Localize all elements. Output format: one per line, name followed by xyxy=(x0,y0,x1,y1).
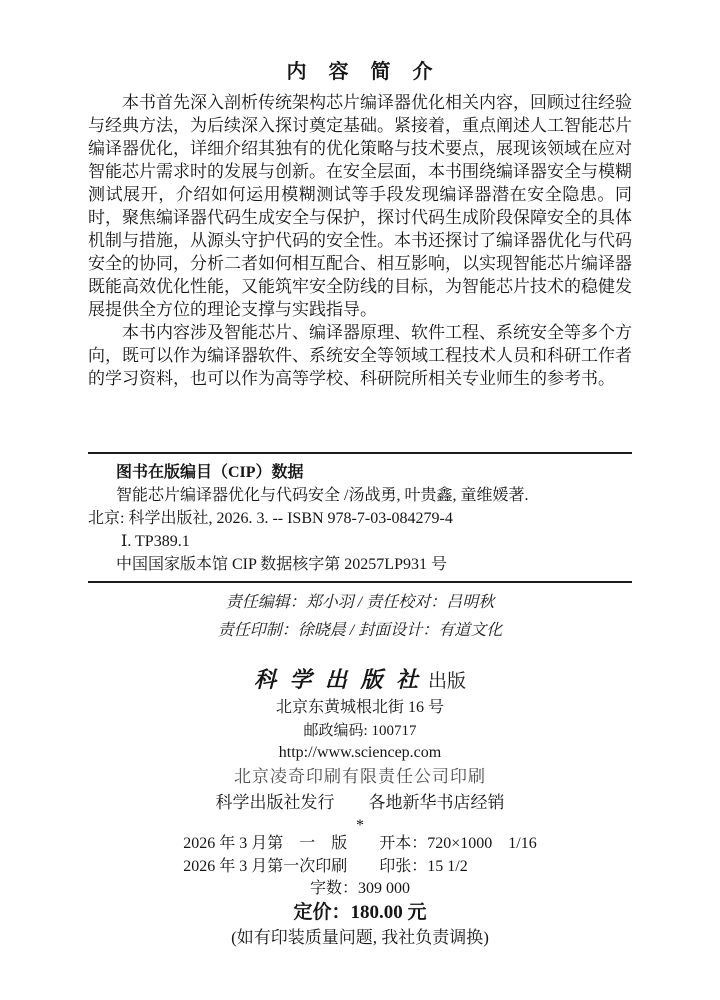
edition-lines xyxy=(183,832,536,878)
distribution-line: 科学出版社发行 各地新华书店经销 xyxy=(215,793,505,812)
summary-section xyxy=(88,91,632,390)
publisher-logo-line xyxy=(0,666,720,696)
cip-record-number: 中国国家版本馆 CIP 数据核字第 20257LP931 号 xyxy=(116,556,447,573)
publisher-website: http://www.sciencep.com xyxy=(278,744,442,761)
staff-credits xyxy=(0,589,720,645)
cip-publisher-isbn: 北京: 科学出版社, 2026. 3. -- ISBN 978-7-03-084279-4 xyxy=(88,510,453,527)
staff-printer-designer: 责任印制：徐晓晨 / 封面设计：有道文化 xyxy=(217,622,503,639)
publisher-postcode: 邮政编码: 100717 xyxy=(303,723,417,739)
summary-paragraph: 本书内容涉及智能芯片、编译器原理、软件工程、系统安全等多个方向，既可以作为编译器软件、系统安全等领域工程技术人员和科研工作者的学习资料，也可以作为高等学校、科研院所相关专业师生的参考书。 xyxy=(88,323,632,388)
edition-first-line: 2026 年 3 月第 一 版 开本：720×1000 1/16 xyxy=(183,835,537,852)
separator-asterisk: * xyxy=(356,817,364,834)
cip-heading: 图书在版编目（CIP）数据 xyxy=(116,464,304,481)
publisher-logo-suffix: 出版 xyxy=(428,671,467,692)
staff-editor-proofreader: 责任编辑：郑小羽 / 责任校对：吕明秋 xyxy=(225,594,495,611)
word-count: 字数：309 000 xyxy=(309,880,410,897)
printer-company: 北京凌奇印刷有限责任公司印刷 xyxy=(234,767,486,786)
quality-note: (如有印装质量问题, 我社负责调换) xyxy=(231,928,489,947)
price: 定价：180.00 元 xyxy=(293,902,427,923)
cip-data-section xyxy=(88,452,632,583)
summary-paragraph: 本书首先深入剖析传统架构芯片编译器优化相关内容，回顾过往经验与经典方法，为后续深入探讨奠定基础。紧接着，重点阐述人工智能芯片编译器优化，详细介绍其独有的优化策略与技术要点，展现该领域在应对智能芯片需求时的发展与创新。在安全层面，本书围绕编译器安全与模糊测试展开，介绍如何运用模糊测试等手段发现编译器潜在安全隐患。同时，聚焦编译器代码生成安全与保护，探讨代码生成阶段保障安全的具体机制与措施，从源头守护代码的安全性。本书还探讨了编译器优化与代码安全的协同，分析二者如何相互配合、相互影响，以实现智能芯片编译器既能高效优化性能，又能筑牢安全防线的目标，为智能芯片技术的稳健发展提供全方位的理论支撑与实践指导。 xyxy=(88,93,632,319)
cip-book-title-authors: 智能芯片编译器优化与代码安全 /汤战勇, 叶贵鑫, 童维媛著. xyxy=(116,487,529,504)
page-title: 内 容 简 介 xyxy=(286,61,434,83)
printing-first-line: 2026 年 3 月第一次印刷 印张：15 1/2 xyxy=(183,858,468,875)
cip-classification: Ⅰ. TP389.1 xyxy=(121,533,190,550)
publisher-address: 北京东黄城根北街 16 号 xyxy=(275,699,444,716)
edition-info xyxy=(0,832,720,950)
publisher-imprint xyxy=(0,666,720,835)
publisher-logo-text: 科 学 出 版 社 xyxy=(253,667,422,692)
